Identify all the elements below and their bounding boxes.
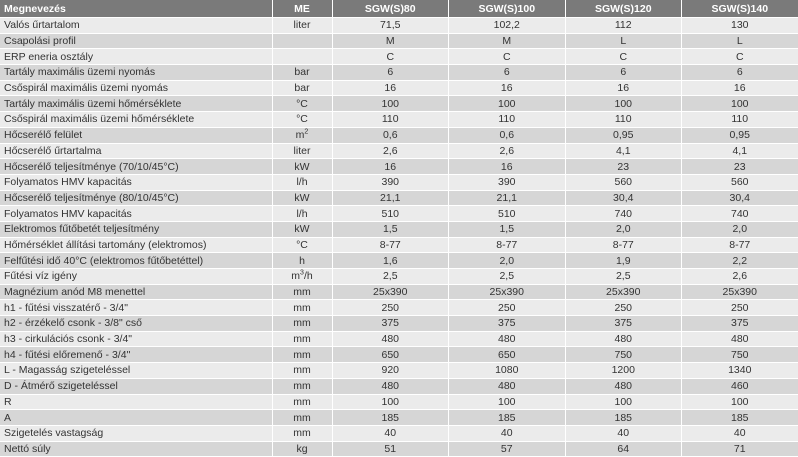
row-value: 130 [682,18,798,34]
row-unit: bar [272,80,332,96]
row-label: Folyamatos HMV kapacitás [0,174,272,190]
table-row [0,33,798,49]
row-value: 25x390 [565,284,682,300]
row-label: ERP eneria osztály [0,49,272,65]
table-row [0,221,798,237]
row-value: 2,2 [682,253,798,269]
row-label: Tartály maximális üzemi nyomás [0,65,272,81]
row-value: 110 [332,112,449,128]
table-row [0,394,798,410]
row-value: 23 [565,159,682,175]
row-value: 112 [565,18,682,34]
row-value: 375 [682,316,798,332]
row-value: 4,1 [682,143,798,159]
row-value: 25x390 [332,284,449,300]
row-unit: mm [272,284,332,300]
row-value: 16 [332,159,449,175]
row-value: 110 [682,112,798,128]
row-value: 2,0 [682,221,798,237]
header-name: Megnevezés [0,0,272,18]
row-value: L [682,33,798,49]
header-unit: ME [272,0,332,18]
row-value: 1340 [682,363,798,379]
row-unit [272,269,332,285]
table-row [0,331,798,347]
row-value: 6 [449,65,566,81]
row-unit: mm [272,394,332,410]
row-value: 2,0 [565,221,682,237]
row-value: 2,5 [449,269,566,285]
row-unit: kW [272,221,332,237]
table-row [0,363,798,379]
row-label: Fűtési víz igény [0,269,272,285]
row-value: 250 [449,300,566,316]
row-value: 100 [449,394,566,410]
row-value: 480 [332,331,449,347]
row-label: h1 - fűtési visszatérő - 3/4" [0,300,272,316]
row-value: 920 [332,363,449,379]
row-value: 4,1 [565,143,682,159]
row-value: 100 [449,96,566,112]
row-value: 1,5 [449,221,566,237]
row-value: 250 [565,300,682,316]
unit-base: m [291,270,300,282]
row-value: 250 [682,300,798,316]
row-value: 71 [682,441,798,457]
row-value: 100 [565,96,682,112]
row-unit: mm [272,410,332,426]
row-unit: kg [272,441,332,457]
row-value: 23 [682,159,798,175]
row-value: 2,6 [682,269,798,285]
header-row [0,0,798,18]
row-value: 16 [449,159,566,175]
row-value: 0,6 [332,127,449,143]
row-value: 8-77 [682,237,798,253]
table-row [0,206,798,222]
row-label: D - Átmérő szigeteléssel [0,378,272,394]
table-row [0,347,798,363]
row-value: 40 [682,425,798,441]
row-value: C [449,49,566,65]
row-value: 510 [332,206,449,222]
row-value: 740 [565,206,682,222]
row-value: 40 [565,425,682,441]
table-row [0,190,798,206]
row-value: 185 [565,410,682,426]
row-unit: mm [272,331,332,347]
unit-superscript: 2 [304,129,308,136]
row-value: M [332,33,449,49]
row-value: M [449,33,566,49]
row-label: Valós űrtartalom [0,18,272,34]
row-value: 650 [332,347,449,363]
row-value: 8-77 [565,237,682,253]
table-row [0,127,798,143]
table-row [0,269,798,285]
table-row [0,410,798,426]
row-value: 30,4 [565,190,682,206]
row-unit: h [272,253,332,269]
row-unit: °C [272,96,332,112]
row-value: 375 [565,316,682,332]
row-label: Hőcserélő teljesítménye (80/10/45°C) [0,190,272,206]
row-unit: mm [272,316,332,332]
row-unit: mm [272,347,332,363]
table-row [0,300,798,316]
header-model-80: SGW(S)80 [332,0,449,18]
row-value: 480 [449,378,566,394]
row-label: Folyamatos HMV kapacitás [0,206,272,222]
row-value: 2,5 [565,269,682,285]
row-unit: kW [272,159,332,175]
row-value: 250 [332,300,449,316]
row-value: L [565,33,682,49]
row-value: 185 [449,410,566,426]
row-value: 2,0 [449,253,566,269]
row-value: 0,95 [682,127,798,143]
row-unit: bar [272,65,332,81]
unit-tail: /h [304,270,313,282]
row-value: 6 [682,65,798,81]
row-label: Hőmérséklet állítási tartomány (elektromos) [0,237,272,253]
table-row [0,284,798,300]
row-value: C [682,49,798,65]
row-value: 51 [332,441,449,457]
row-value: 750 [565,347,682,363]
row-value: 375 [332,316,449,332]
header-model-120: SGW(S)120 [565,0,682,18]
row-value: 2,6 [332,143,449,159]
row-label: h3 - cirkulációs csonk - 3/4" [0,331,272,347]
table-row [0,425,798,441]
row-value: 6 [332,65,449,81]
row-value: 100 [682,394,798,410]
row-label: Szigetelés vastagság [0,425,272,441]
row-value: 375 [449,316,566,332]
row-label: h4 - fűtési előremenő - 3/4" [0,347,272,363]
row-value: 2,5 [332,269,449,285]
row-value: 100 [565,394,682,410]
row-value: 740 [682,206,798,222]
row-value: 16 [449,80,566,96]
row-unit: mm [272,300,332,316]
row-value: 650 [449,347,566,363]
table-row [0,18,798,34]
row-unit: l/h [272,206,332,222]
row-label: Csapolási profil [0,33,272,49]
row-value: C [565,49,682,65]
row-unit [272,33,332,49]
row-unit: mm [272,378,332,394]
row-value: 71,5 [332,18,449,34]
row-label: Nettó súly [0,441,272,457]
row-value: 102,2 [449,18,566,34]
row-unit: kW [272,190,332,206]
header-model-140: SGW(S)140 [682,0,798,18]
row-value: 16 [565,80,682,96]
table-row [0,80,798,96]
row-value: 1200 [565,363,682,379]
table-row [0,159,798,175]
row-value: 100 [332,96,449,112]
row-value: 16 [682,80,798,96]
row-unit: l/h [272,174,332,190]
row-value: 1,5 [332,221,449,237]
table-row [0,49,798,65]
table-row [0,378,798,394]
row-label: Magnézium anód M8 menettel [0,284,272,300]
row-value: 185 [332,410,449,426]
row-unit: mm [272,425,332,441]
row-value: 21,1 [449,190,566,206]
row-value: 2,6 [449,143,566,159]
row-value: 8-77 [332,237,449,253]
row-value: 0,95 [565,127,682,143]
row-value: 25x390 [682,284,798,300]
row-value: C [332,49,449,65]
unit-base: m [296,129,305,141]
row-value: 8-77 [449,237,566,253]
row-value: 100 [682,96,798,112]
table-row [0,441,798,457]
row-value: 460 [682,378,798,394]
row-unit [272,49,332,65]
unit-superscript: 3 [300,270,304,277]
table-row [0,316,798,332]
row-value: 480 [682,331,798,347]
row-value: 560 [682,174,798,190]
row-label: h2 - érzékelő csonk - 3/8" cső [0,316,272,332]
row-value: 100 [332,394,449,410]
row-value: 16 [332,80,449,96]
row-unit: °C [272,237,332,253]
row-value: 480 [565,378,682,394]
header-model-100: SGW(S)100 [449,0,566,18]
row-label: Elektromos fűtőbetét teljesítmény [0,221,272,237]
row-value: 750 [682,347,798,363]
row-value: 185 [682,410,798,426]
row-label: Felfűtési idő 40°C (elektromos fűtőbetéttel) [0,253,272,269]
row-label: Csőspirál maximális üzemi nyomás [0,80,272,96]
row-unit: liter [272,143,332,159]
row-label: Hőcserélő felület [0,127,272,143]
row-value: 30,4 [682,190,798,206]
row-label: R [0,394,272,410]
row-value: 110 [449,112,566,128]
row-value: 6 [565,65,682,81]
row-value: 1,6 [332,253,449,269]
row-label: Tartály maximális üzemi hőmérséklete [0,96,272,112]
row-unit: liter [272,18,332,34]
row-value: 25x390 [449,284,566,300]
row-label: Hőcserélő teljesítménye (70/10/45°C) [0,159,272,175]
row-value: 64 [565,441,682,457]
table-row [0,253,798,269]
row-label: Csőspirál maximális üzemi hőmérséklete [0,112,272,128]
row-value: 1080 [449,363,566,379]
row-unit [272,127,332,143]
row-value: 390 [332,174,449,190]
row-value: 560 [565,174,682,190]
row-value: 57 [449,441,566,457]
row-value: 0,6 [449,127,566,143]
row-label: A [0,410,272,426]
table-row [0,143,798,159]
row-value: 40 [332,425,449,441]
row-label: Hőcserélő űrtartalma [0,143,272,159]
table-row [0,65,798,81]
row-unit: °C [272,112,332,128]
row-value: 480 [565,331,682,347]
row-label: L - Magasság szigeteléssel [0,363,272,379]
row-value: 480 [449,331,566,347]
row-value: 510 [449,206,566,222]
row-value: 390 [449,174,566,190]
row-value: 110 [565,112,682,128]
row-unit: mm [272,363,332,379]
row-value: 21,1 [332,190,449,206]
table-row [0,96,798,112]
table-row [0,237,798,253]
table-row [0,112,798,128]
row-value: 40 [449,425,566,441]
row-value: 1,9 [565,253,682,269]
table-row [0,174,798,190]
row-value: 480 [332,378,449,394]
